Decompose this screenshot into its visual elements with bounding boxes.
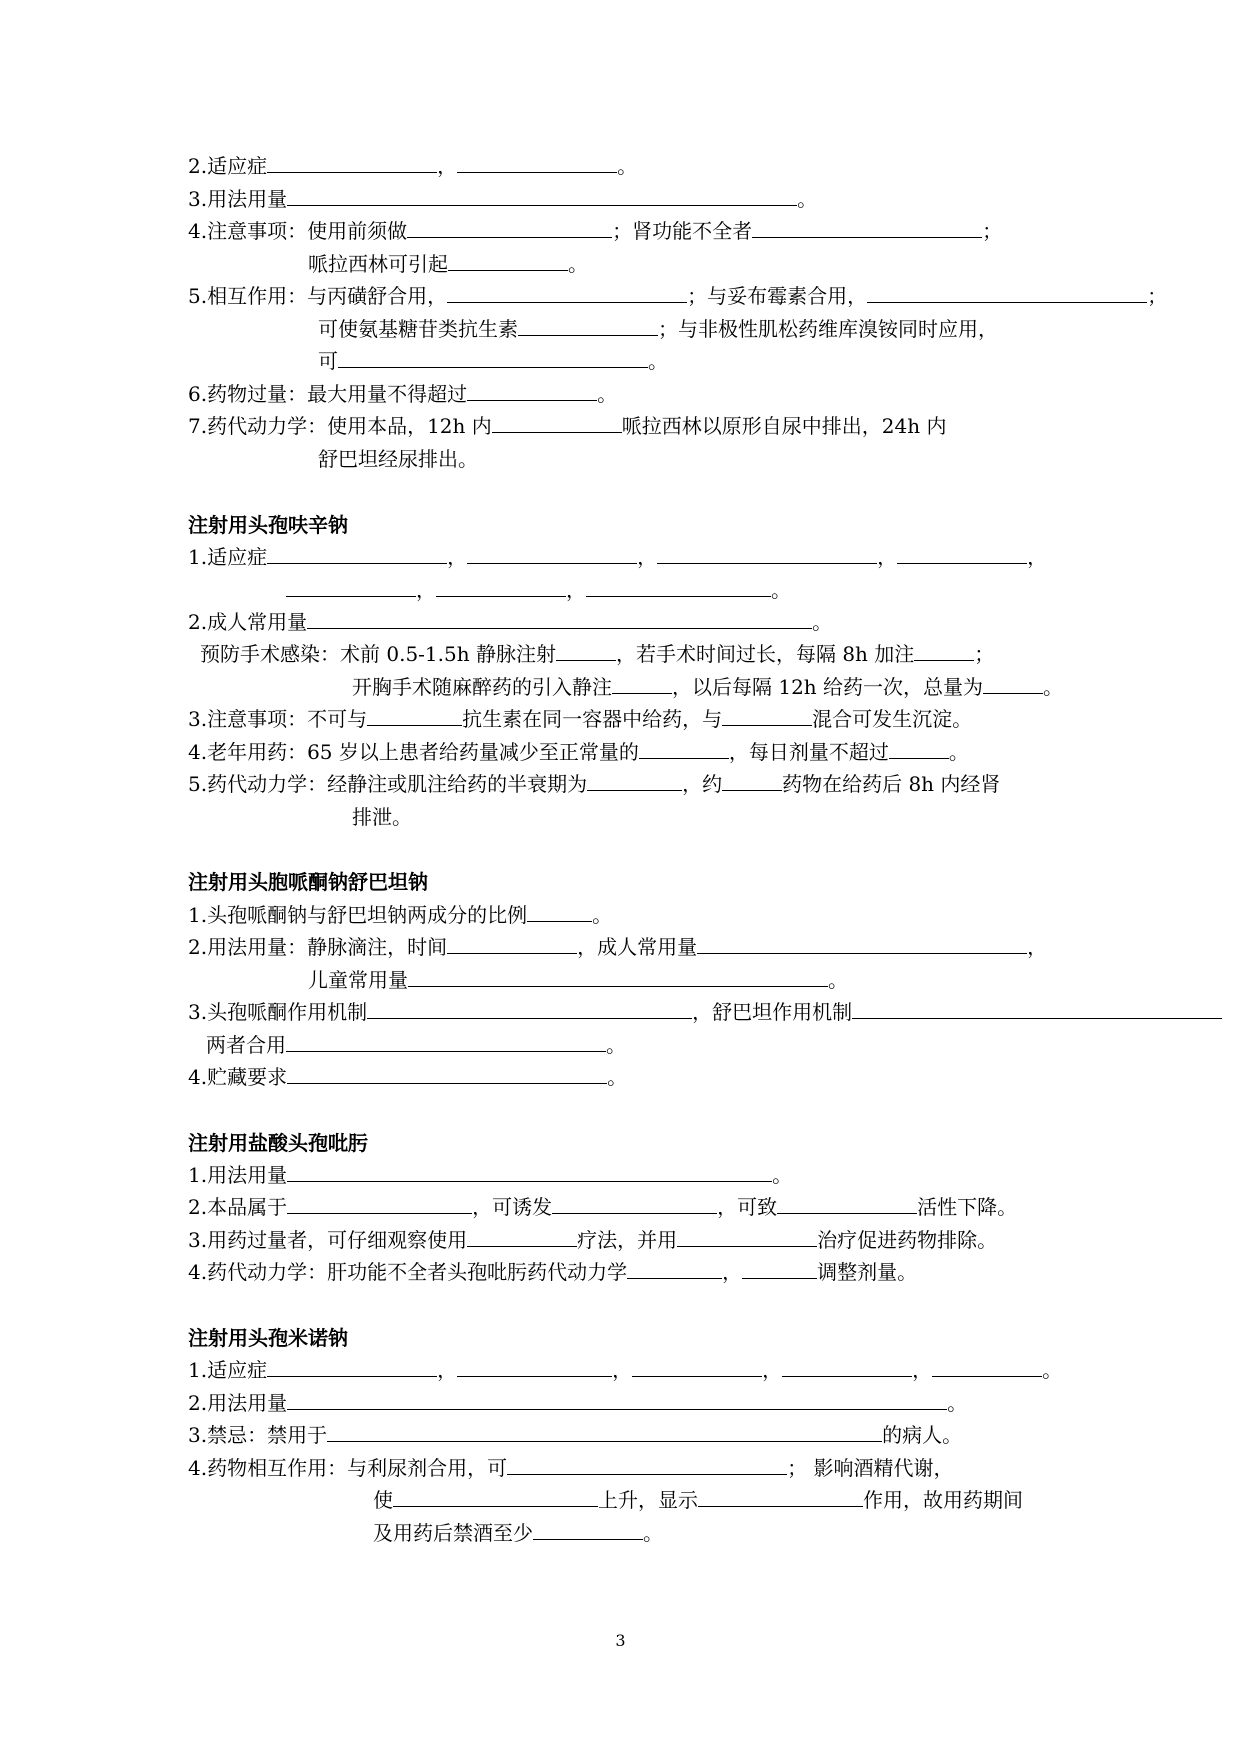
line-text: 药物在给药后 8h 内经肾 <box>782 772 1001 796</box>
fill-in-blank <box>587 770 682 791</box>
item-cfx-elderly <box>188 736 969 768</box>
line-text: ， <box>912 1358 933 1382</box>
line-text: 5.相互作用：与丙磺舒合用， <box>188 284 448 308</box>
line-text: 。 <box>606 1033 626 1057</box>
fill-in-blank <box>612 673 672 694</box>
fill-in-blank <box>932 1356 1042 1377</box>
line-text: ；与妥布霉素合用， <box>687 284 868 308</box>
line-text: 。 <box>648 349 668 373</box>
fill-in-blank <box>327 1421 882 1442</box>
line-text: ； <box>1147 284 1168 308</box>
item-pip-precautions <box>188 215 1002 247</box>
line-text: 1.适应症 <box>188 545 268 569</box>
line-text: ，约 <box>682 772 723 796</box>
item-cmn-interactions-cont <box>373 1484 1023 1516</box>
line-text: ， <box>762 1358 783 1382</box>
heading-text: 注射用盐酸头孢吡肟 <box>188 1131 368 1155</box>
line-text: ； 影响酒精代谢， <box>787 1456 954 1480</box>
item-cmn-dosage <box>188 1387 967 1419</box>
line-text: 可 <box>318 349 338 373</box>
line-text: 5.药代动力学：经静注或肌注给药的半衰期为 <box>188 772 588 796</box>
line-text: ， <box>1027 545 1048 569</box>
fill-in-blank <box>407 217 612 238</box>
line-text: 2.成人常用量 <box>188 610 308 634</box>
fill-in-blank <box>267 152 437 173</box>
fill-in-blank <box>287 1193 472 1214</box>
item-cps-combination <box>206 1029 626 1061</box>
fill-in-blank <box>267 543 447 564</box>
fill-in-blank <box>657 543 877 564</box>
heading-text: 注射用头孢呋辛钠 <box>188 513 348 537</box>
fill-in-blank <box>467 380 597 401</box>
line-text: 可使氨基糖苷类抗生素 <box>318 317 518 341</box>
fill-in-blank <box>393 1486 598 1507</box>
fill-in-blank <box>286 576 416 597</box>
fill-in-blank <box>307 608 812 629</box>
fill-in-blank <box>408 966 828 987</box>
fill-in-blank <box>552 1193 717 1214</box>
line-text: 3.头孢哌酮作用机制 <box>188 1000 368 1024</box>
line-text: 4.药代动力学：肝功能不全者头孢吡肟药代动力学 <box>188 1260 628 1284</box>
item-cpm-overdose <box>188 1224 997 1256</box>
line-text: ， <box>637 545 658 569</box>
line-text: 排泄。 <box>352 805 412 829</box>
line-text: 7.药代动力学：使用本品，12h 内 <box>188 414 492 438</box>
line-text: 。 <box>597 382 618 406</box>
line-text: ，可诱发 <box>472 1195 553 1219</box>
line-text: 6.药物过量：最大用量不得超过 <box>188 382 468 406</box>
fill-in-blank <box>457 152 617 173</box>
line-text: ，可致 <box>717 1195 778 1219</box>
fill-in-blank <box>627 1258 722 1279</box>
item-cfx-precautions <box>188 703 972 735</box>
line-text: ， <box>437 1358 458 1382</box>
line-text: ，每日剂量不超过 <box>728 740 889 764</box>
line-text: 1.适应症 <box>188 1358 268 1382</box>
line-text: ；肾功能不全者 <box>612 219 753 243</box>
line-text: 的病人。 <box>882 1423 963 1447</box>
line-text: 疗法，并用 <box>577 1228 678 1252</box>
line-text: ， <box>877 545 898 569</box>
line-text: 治疗促进药物排除。 <box>817 1228 998 1252</box>
line-text: 。 <box>947 1391 968 1415</box>
item-pip-precautions-cont <box>308 248 588 280</box>
line-text: 。 <box>607 1065 628 1089</box>
section-heading-cefuroxime <box>188 509 348 541</box>
fill-in-blank <box>447 933 577 954</box>
line-text: 。 <box>643 1521 663 1545</box>
line-text: 。 <box>592 903 613 927</box>
line-text: 及用药后禁酒至少 <box>373 1521 533 1545</box>
line-text: 作用，故用药期间 <box>863 1488 1023 1512</box>
item-cfx-indication <box>188 541 1047 573</box>
line-text: 儿童常用量 <box>308 968 408 992</box>
line-text: 上升，显示 <box>598 1488 698 1512</box>
line-text: 3.用法用量 <box>188 187 288 211</box>
section-heading-cefepime <box>188 1127 368 1159</box>
line-text: 混合可发生沉淀。 <box>812 707 973 731</box>
fill-in-blank <box>527 901 592 922</box>
fill-in-blank <box>338 347 648 368</box>
fill-in-blank <box>507 1454 787 1475</box>
heading-text: 注射用头孢米诺钠 <box>188 1326 348 1350</box>
line-text: 2.适应症 <box>188 154 268 178</box>
fill-in-blank <box>287 1389 947 1410</box>
line-text: 。 <box>1042 1358 1063 1382</box>
fill-in-blank <box>677 1226 817 1247</box>
line-text: ， <box>1027 935 1048 959</box>
item-cpm-pharmacokinetics <box>188 1256 917 1288</box>
item-pip-indication <box>188 150 637 182</box>
line-text: 哌拉西林可引起 <box>308 252 448 276</box>
fill-in-blank <box>533 1519 643 1540</box>
heading-text: 注射用头胞哌酮钠舒巴坦钠 <box>188 870 428 894</box>
line-text: 。 <box>617 154 638 178</box>
item-cps-mechanism <box>188 996 1222 1028</box>
line-text: 活性下降。 <box>917 1195 1018 1219</box>
fill-in-blank <box>639 738 729 759</box>
line-text: 。 <box>828 968 848 992</box>
line-text: 。 <box>812 610 833 634</box>
item-cpm-dosage <box>188 1159 792 1191</box>
line-text: 。 <box>772 1163 793 1187</box>
line-text: 1.用法用量 <box>188 1163 288 1187</box>
fill-in-blank <box>722 705 812 726</box>
line-text: 4.贮藏要求 <box>188 1065 288 1089</box>
fill-in-blank <box>448 250 568 271</box>
fill-in-blank <box>287 1063 607 1084</box>
line-text: ，若手术时间过长，每隔 8h 加注 <box>615 642 915 666</box>
fill-in-blank <box>852 998 1222 1019</box>
line-text: 2.用法用量：静脉滴注，时间 <box>188 935 448 959</box>
item-pip-pharmacokinetics <box>188 410 946 442</box>
item-pip-interactions-cont <box>318 313 998 345</box>
line-text: ，成人常用量 <box>577 935 698 959</box>
line-text: ，以后每隔 12h 给药一次，总量为 <box>672 675 984 699</box>
line-text: 。 <box>771 578 791 602</box>
item-cfx-pharmacokinetics-cont <box>352 801 412 833</box>
line-text: 调整剂量。 <box>817 1260 918 1284</box>
line-text: 2.用法用量 <box>188 1391 288 1415</box>
line-text: ， <box>437 154 458 178</box>
fill-in-blank <box>889 738 949 759</box>
line-text: 舒巴坦经尿排出。 <box>318 447 478 471</box>
item-cfx-adult-dose <box>188 606 832 638</box>
line-text: ，舒巴坦作用机制 <box>692 1000 853 1024</box>
item-pip-dosage <box>188 183 817 215</box>
fill-in-blank <box>556 640 616 661</box>
line-text: ， <box>416 578 436 602</box>
fill-in-blank <box>742 1258 817 1279</box>
line-text: 两者合用 <box>206 1033 286 1057</box>
fill-in-blank <box>722 770 782 791</box>
line-text: ；与非极性肌松药维库溴铵同时应用， <box>658 317 998 341</box>
fill-in-blank <box>467 1226 577 1247</box>
item-cmn-interactions-cont2 <box>373 1517 663 1549</box>
item-pip-interactions <box>188 280 1167 312</box>
fill-in-blank <box>697 933 1027 954</box>
fill-in-blank <box>897 543 1027 564</box>
fill-in-blank <box>447 282 687 303</box>
line-text: 使 <box>373 1488 393 1512</box>
line-text: 3.注意事项：不可与 <box>188 707 368 731</box>
fill-in-blank <box>367 998 692 1019</box>
item-cps-ratio <box>188 899 612 931</box>
fill-in-blank <box>287 1161 772 1182</box>
line-text: 。 <box>568 252 588 276</box>
line-text: ； <box>982 219 1003 243</box>
section-heading-cefminox <box>188 1322 348 1354</box>
line-text: ， <box>566 578 586 602</box>
fill-in-blank <box>286 1031 606 1052</box>
line-text: 3.用药过量者，可仔细观察使用 <box>188 1228 468 1252</box>
line-text: 。 <box>797 187 818 211</box>
item-cfx-pharmacokinetics <box>188 768 1000 800</box>
line-text: 4.老年用药：65 岁以上患者给药量减少至正常量的 <box>188 740 639 764</box>
line-text: 4.药物相互作用：与利尿剂合用，可 <box>188 1456 508 1480</box>
line-text: 。 <box>1043 675 1064 699</box>
line-text: 抗生素在同一容器中给药，与 <box>462 707 723 731</box>
item-cmn-interactions <box>188 1452 953 1484</box>
line-text: ， <box>722 1260 743 1284</box>
fill-in-blank <box>983 673 1043 694</box>
section-heading-cefoperazone-sulbactam <box>188 866 428 898</box>
fill-in-blank <box>867 282 1147 303</box>
fill-in-blank <box>914 640 974 661</box>
page-number: 3 <box>615 1631 626 1650</box>
item-pip-pharmacokinetics-cont <box>318 443 478 475</box>
item-cfx-open-heart <box>352 671 1063 703</box>
line-text: 2.本品属于 <box>188 1195 288 1219</box>
fill-in-blank <box>777 1193 917 1214</box>
fill-in-blank <box>782 1356 912 1377</box>
item-cps-dosage <box>188 931 1047 963</box>
line-text: ， <box>447 545 468 569</box>
fill-in-blank <box>267 1356 437 1377</box>
line-text: ， <box>612 1358 633 1382</box>
fill-in-blank <box>632 1356 762 1377</box>
item-cps-child-dose <box>308 964 848 996</box>
item-cpm-class <box>188 1191 1017 1223</box>
fill-in-blank <box>287 185 797 206</box>
fill-in-blank <box>367 705 462 726</box>
line-text: 4.注意事项：使用前须做 <box>188 219 408 243</box>
line-text: 预防手术感染：术前 0.5-1.5h 静脉注射 <box>200 642 556 666</box>
fill-in-blank <box>752 217 982 238</box>
line-text: 开胸手术随麻醉药的引入静注 <box>352 675 612 699</box>
fill-in-blank <box>457 1356 612 1377</box>
item-cmn-indication <box>188 1354 1062 1386</box>
line-text: 。 <box>948 740 969 764</box>
line-text: ； <box>974 642 995 666</box>
fill-in-blank <box>518 315 658 336</box>
fill-in-blank <box>467 543 637 564</box>
fill-in-blank <box>492 412 622 433</box>
line-text: 3.禁忌：禁用于 <box>188 1423 328 1447</box>
fill-in-blank <box>698 1486 863 1507</box>
line-text: 1.头孢哌酮钠与舒巴坦钠两成分的比例 <box>188 903 528 927</box>
fill-in-blank <box>586 576 771 597</box>
item-pip-overdose <box>188 378 617 410</box>
line-text: 哌拉西林以原形自尿中排出，24h 内 <box>621 414 947 438</box>
item-cps-storage <box>188 1061 627 1093</box>
item-cfx-prophylaxis <box>200 638 994 670</box>
item-pip-interactions-cont2 <box>318 345 668 377</box>
item-cmn-contraindication <box>188 1419 962 1451</box>
item-cfx-indication-cont <box>286 574 791 606</box>
fill-in-blank <box>436 576 566 597</box>
